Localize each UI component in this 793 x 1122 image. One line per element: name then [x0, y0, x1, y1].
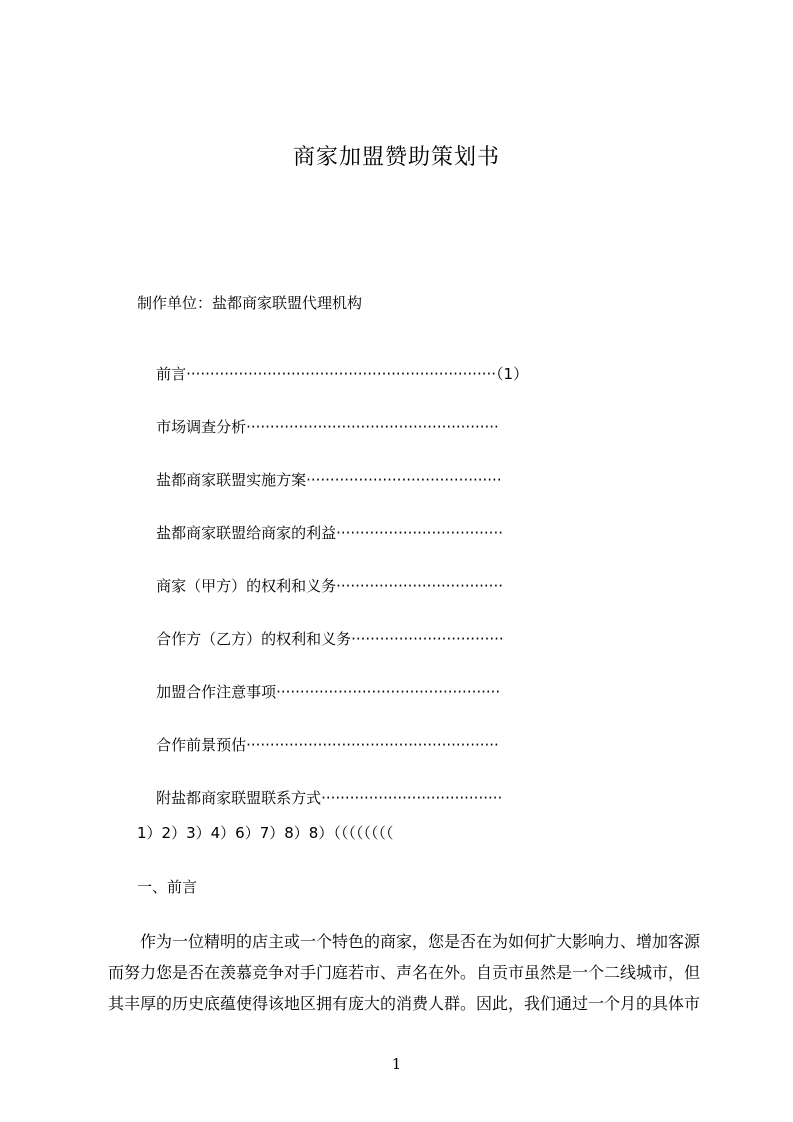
toc-entry-leader: ·····················································	[246, 736, 499, 754]
toc-entry-leader: ······································	[321, 789, 503, 807]
producer-line: 制作单位：盐都商家联盟代理机构	[137, 294, 363, 312]
toc-entry-page: （1）	[496, 365, 529, 383]
section-heading: 一、前言	[137, 878, 198, 896]
toc-entry	[137, 504, 503, 561]
toc-entry	[137, 716, 499, 773]
toc-entry-title: 加盟合作注意事项	[156, 683, 277, 701]
page-number: 1	[391, 1055, 402, 1073]
toc-entry-leader: ···································	[336, 577, 503, 595]
toc-entry	[137, 663, 500, 720]
toc-entry	[137, 769, 502, 826]
paragraph-line	[108, 926, 700, 957]
toc-entry-title: 商家（甲方）的权利和义务	[156, 577, 337, 595]
paragraph-line-text: 其丰厚的历史底蕴使得该地区拥有庞大的消费人群。因此，我们通过一个月的具体市	[108, 994, 700, 1013]
toc-entry	[137, 557, 503, 614]
document-title: 商家加盟赞助策划书	[292, 145, 500, 170]
paragraph-line-text: 而努力您是否在羡慕竞争对手门庭若市、声名在外。自贡市虽然是一个二线城市，但	[108, 963, 700, 982]
toc-entry-leader: ·····················································	[246, 418, 499, 436]
toc-entry-title: 合作前景预估	[156, 736, 247, 754]
toc-entry-leader: ·································································	[186, 365, 497, 383]
paragraph-line-text: 作为一位精明的店主或一个特色的商家，您是否在为如何扩大影响力、增加客源	[140, 932, 700, 951]
toc-entry	[137, 398, 499, 455]
paragraph-line	[108, 957, 700, 988]
toc-entry-title: 盐都商家联盟实施方案	[156, 471, 307, 489]
toc-entry-title: 市场调查分析	[156, 418, 247, 436]
toc-entry	[137, 610, 504, 667]
toc-entry-leader: ···············································	[276, 683, 501, 701]
toc-entry-leader: ·········································	[306, 471, 502, 489]
body-paragraph	[108, 926, 700, 1019]
toc-entry-title: 合作方（乙方）的权利和义务	[156, 630, 352, 648]
toc-entry-leader: ···································	[336, 524, 503, 542]
toc-entry	[137, 345, 528, 402]
paragraph-line	[108, 988, 700, 1019]
toc-entry-leader: ································	[351, 630, 504, 648]
toc-entry	[137, 451, 502, 508]
toc-page-refs: 1）2）3）4）6）7）8）8）（（（（（（（（	[137, 824, 394, 842]
toc-entry-title: 前言	[156, 365, 187, 383]
toc-entry-title: 附盐都商家联盟联系方式	[156, 789, 322, 807]
toc-entry-title: 盐都商家联盟给商家的利益	[156, 524, 337, 542]
